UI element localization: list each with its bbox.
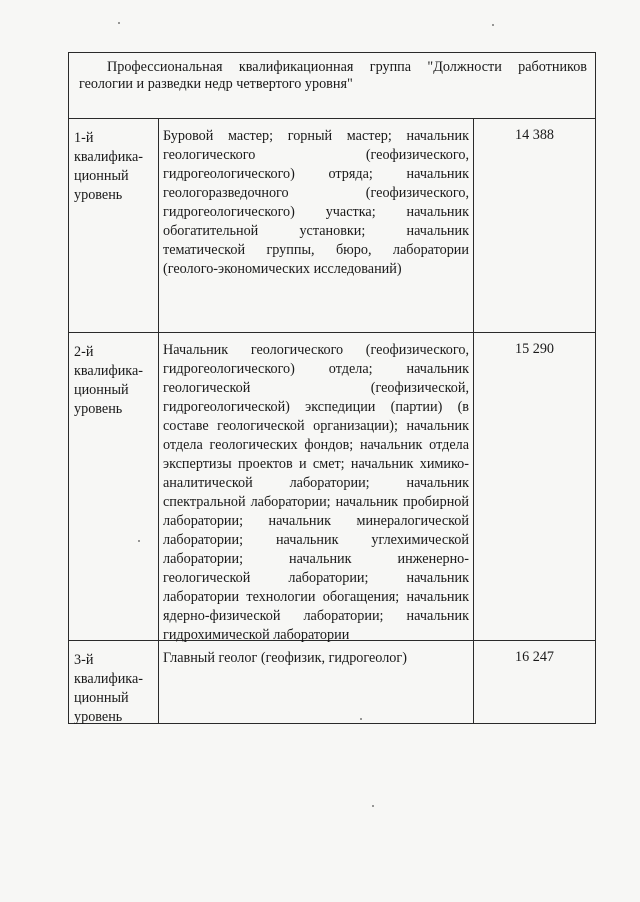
scan-speck	[118, 22, 120, 24]
positions-cell: Главный геолог (геофизик, гидрогеолог)	[159, 641, 474, 723]
positions-cell: Буровой мастер; горный мастер; начальник геологического (геофизического, гидрогеологического) отряда; начальник геологоразведочного (геофизического, гидрогеологического) участка; начальник обогатительной установки; начальник тематической группы, бюро, лаборатории (геолого-экономических исследований)	[159, 119, 474, 332]
level-cell: 1-й квалифика- ционный уровень	[69, 119, 159, 332]
table-header: Профессиональная квалификационная группа "Должности работников геологии и разведки недр четвертого уровня"	[69, 53, 595, 119]
table-row	[69, 641, 595, 723]
level-cell: 2-й квалифика- ционный уровень	[69, 333, 159, 640]
level-cell: 3-й квалифика- ционный уровень	[69, 641, 159, 723]
scan-speck	[372, 805, 374, 807]
salary-cell: 16 247	[514, 649, 554, 665]
qualification-table	[68, 52, 596, 724]
salary-cell: 15 290	[514, 341, 554, 357]
scan-speck	[492, 24, 494, 26]
table-row	[69, 119, 595, 333]
table-row	[69, 333, 595, 641]
salary-cell: 14 388	[514, 127, 554, 143]
positions-cell: Начальник геологического (геофизического, гидрогеологического) отдела; начальник геологической (геофизической, гидрогеологической) экспедиции (партии) (в составе геологической организации); начальник отдела геологических фондов; начальник отдела экспертизы проектов и смет; начальник химико- аналитической лаборатории; начальник спектральной лаборатории; начальник пробирной лаборатории; начальник минералогической лаборатории; начальник углехимической лаборатории; начальник инженерно-геологической лаборатории; начальник лаборатории технологии обогащения; начальник ядерно-физической лаборатории; начальник гидрохимической лаборатории	[159, 333, 474, 640]
